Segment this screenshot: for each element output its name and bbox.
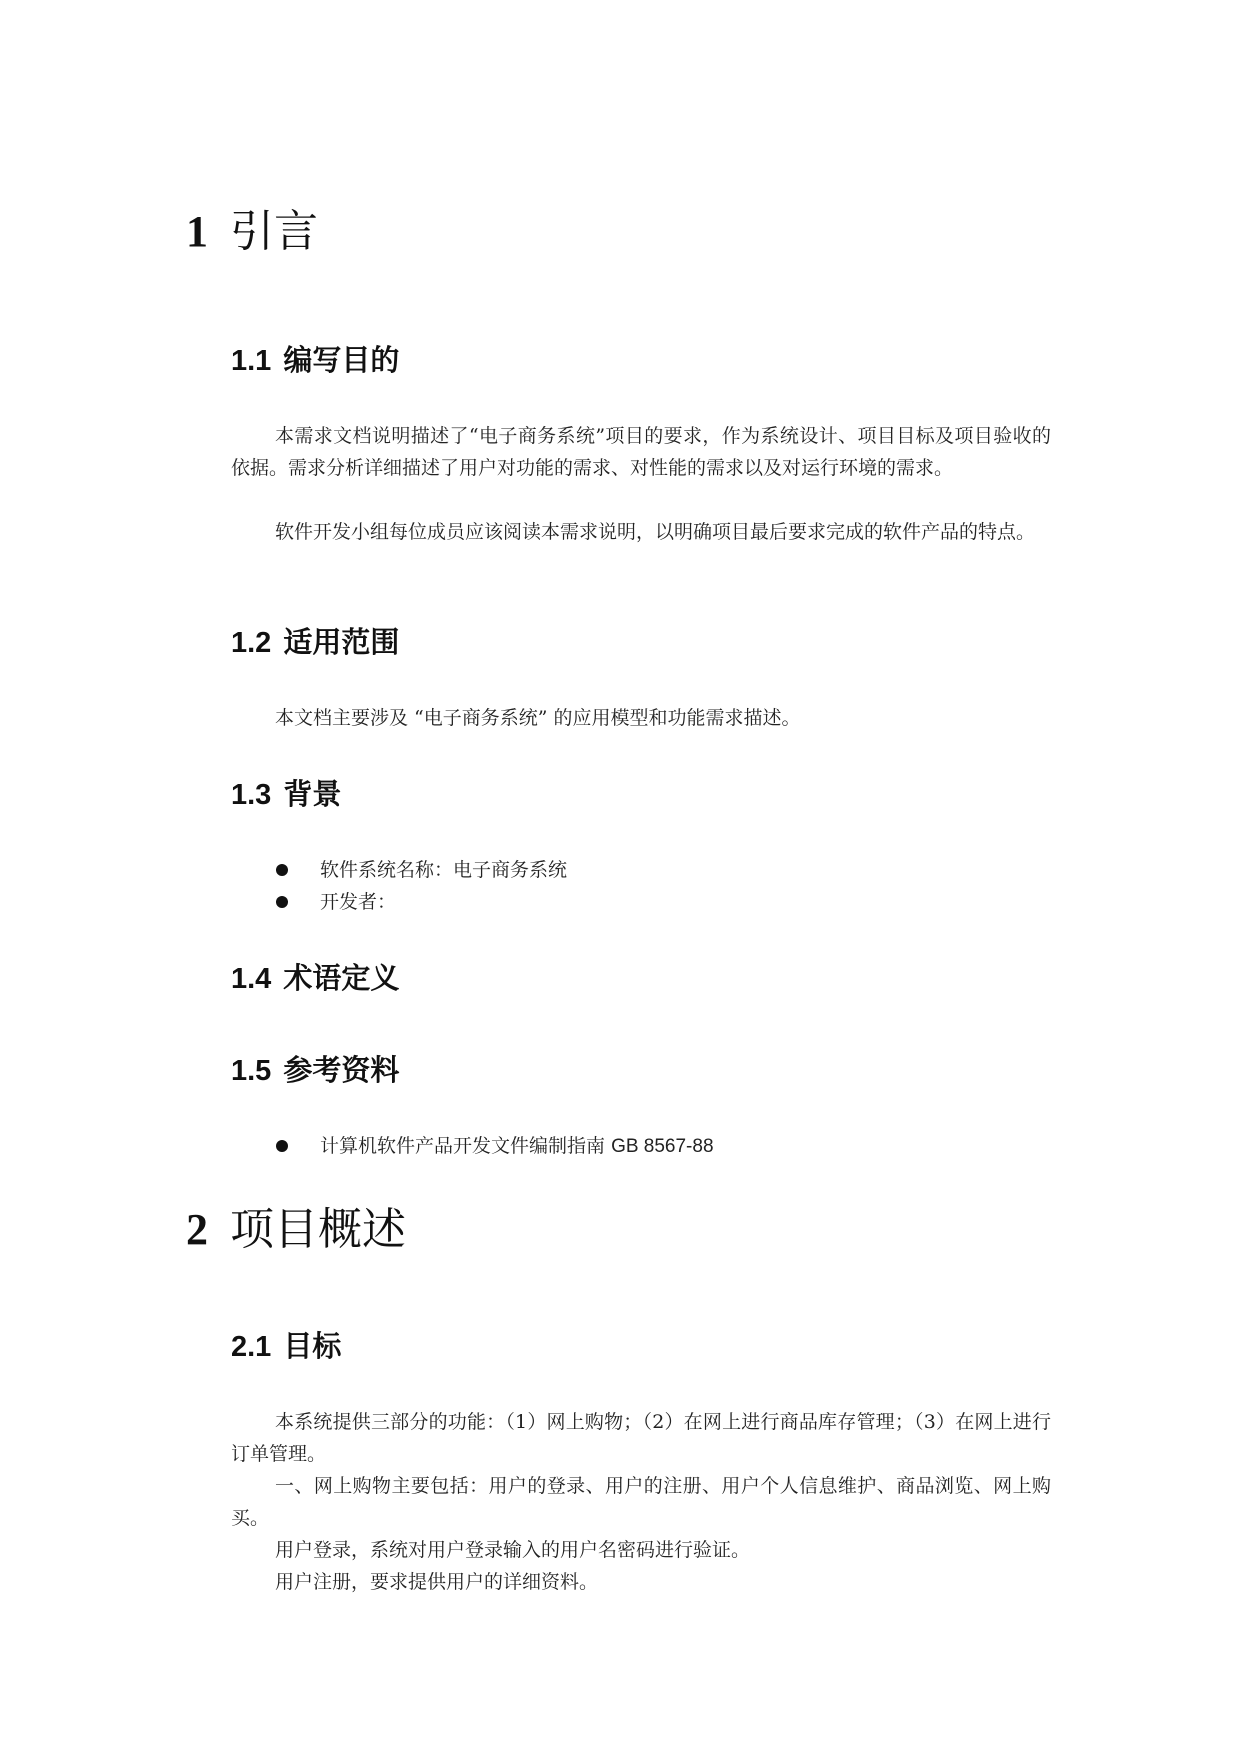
bullet-text: 开发者： (320, 891, 397, 913)
subsection-number: 1.3 (231, 779, 272, 811)
reference-standard: GB 8567-88 (611, 1136, 714, 1157)
paragraph: 本系统提供三部分的功能：（1）网上购物；（2）在网上进行商品库存管理；（3）在网上进行订单管理。 (231, 1411, 1051, 1465)
subsection-title: 目标 (283, 1329, 342, 1363)
bullet-dot-icon (276, 896, 288, 908)
subsection-number: 1.4 (231, 963, 272, 995)
subsection-heading-2-1 (231, 1328, 341, 1365)
section-heading-2 (186, 1204, 406, 1256)
paragraph: 一、网上购物主要包括：用户的登录、用户的注册、用户个人信息维护、商品浏览、网上购买。 (231, 1475, 1051, 1529)
section-number: 2 (186, 1205, 208, 1254)
subsection-heading-1-3 (231, 776, 341, 813)
subsection-number: 1.1 (231, 345, 272, 377)
paragraph: 本文档主要涉及 “电子商务系统” 的应用模型和功能需求描述。 (275, 707, 801, 729)
subsection-heading-1-2 (231, 624, 399, 661)
section-title: 项目概述 (230, 1204, 406, 1255)
reference-title: 计算机软件产品开发文件编制指南 (320, 1135, 606, 1157)
bullet-text: 软件系统名称：电子商务系统 (320, 859, 568, 881)
bullet-dot-icon (276, 864, 288, 876)
bullet-dot-icon (276, 1140, 288, 1152)
subsection-number: 2.1 (231, 1331, 272, 1363)
subsection-title: 术语定义 (283, 961, 400, 995)
subsection-title: 编写目的 (283, 343, 400, 377)
subsection-heading-1-4 (231, 960, 399, 997)
subsection-title: 参考资料 (283, 1053, 400, 1087)
subsection-title: 背景 (283, 777, 342, 811)
paragraph: 用户注册，要求提供用户的详细资料。 (275, 1571, 599, 1593)
section-heading-1 (186, 206, 318, 258)
section-number: 1 (186, 207, 208, 256)
subsection-heading-1-1 (231, 342, 399, 379)
bullet-text (320, 1130, 714, 1163)
subsection-title: 适用范围 (283, 625, 400, 659)
section-title: 引言 (230, 206, 318, 257)
paragraph: 软件开发小组每位成员应该阅读本需求说明，以明确项目最后要求完成的软件产品的特点。 (275, 521, 1036, 543)
subsection-number: 1.2 (231, 627, 272, 659)
subsection-number: 1.5 (231, 1055, 272, 1087)
paragraph: 本需求文档说明描述了“电子商务系统”项目的要求，作为系统设计、项目目标及项目验收的依据。需求分析详细描述了用户对功能的需求、对性能的需求以及对运行环境的需求。 (231, 425, 1051, 479)
subsection-heading-1-5 (231, 1052, 399, 1089)
paragraph: 用户登录，系统对用户登录输入的用户名密码进行验证。 (275, 1539, 751, 1561)
